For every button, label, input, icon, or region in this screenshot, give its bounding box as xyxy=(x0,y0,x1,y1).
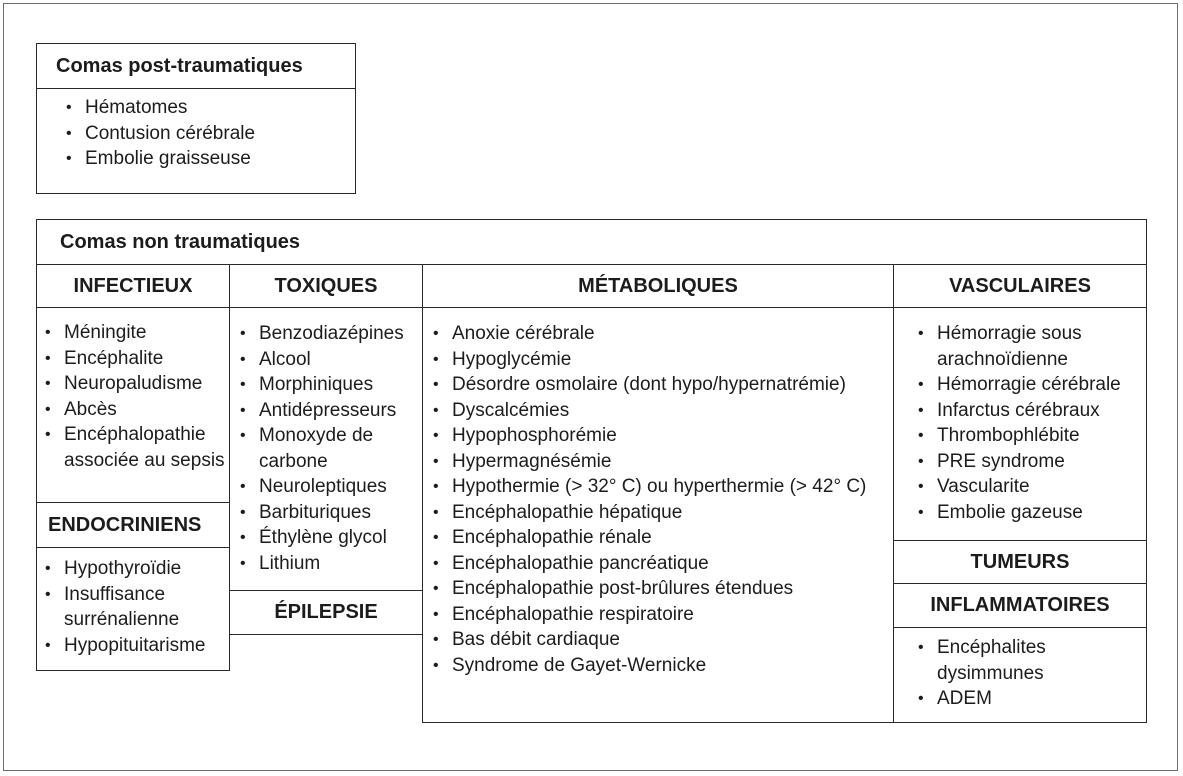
list-item: • Hypothyroïdie xyxy=(37,556,227,582)
list-item: • Dyscalcémies xyxy=(425,398,891,424)
list-item: • Hypermagnésémie xyxy=(425,449,891,475)
list-item: • Encéphalite xyxy=(37,346,227,372)
list-item: • Encéphalopathie pancréatique xyxy=(425,551,891,577)
inflammatoires-list xyxy=(910,635,1144,712)
list-item: • Lithium xyxy=(232,551,420,577)
list-item: • Anoxie cérébrale xyxy=(425,321,891,347)
infectieux-header: INFECTIEUX xyxy=(37,265,229,308)
metaboliques-list xyxy=(425,321,891,678)
list-item: • Infarctus cérébraux xyxy=(910,398,1144,424)
list-item: • Encéphalopathie hépatique xyxy=(425,500,891,526)
list-item: • Encéphalopathie associée au sepsis xyxy=(37,422,227,473)
list-item: • Hémorragie sous arachnoïdienne xyxy=(910,321,1144,372)
inflammatoires-header: INFLAMMATOIRES xyxy=(894,584,1146,628)
vasculaires-list xyxy=(910,321,1144,525)
vasculaires-header: VASCULAIRES xyxy=(894,265,1146,308)
list-item: • Morphiniques xyxy=(232,372,420,398)
tumeurs-header: TUMEURS xyxy=(894,540,1146,584)
non-traumatic-box xyxy=(36,219,1147,265)
list-item: • Hypophosphorémie xyxy=(425,423,891,449)
list-item: • PRE syndrome xyxy=(910,449,1144,475)
post-traumatic-list xyxy=(58,95,348,172)
list-item: • Neuropaludisme xyxy=(37,371,227,397)
list-item: • Barbituriques xyxy=(232,500,420,526)
list-item: • Alcool xyxy=(232,347,420,373)
list-item: • Embolie gazeuse xyxy=(910,500,1144,526)
metaboliques-header: MÉTABOLIQUES xyxy=(423,265,893,308)
non-traumatic-title: Comas non traumatiques xyxy=(60,230,301,253)
list-item: • Désordre osmolaire (dont hypo/hypernatrémie) xyxy=(425,372,891,398)
list-item: • Éthylène glycol xyxy=(232,525,420,551)
list-item: • Contusion cérébrale xyxy=(58,121,348,147)
list-item: • Syndrome de Gayet-Wernicke xyxy=(425,653,891,679)
list-item: • Hypoglycémie xyxy=(425,347,891,373)
list-item: • Encéphalites dysimmunes xyxy=(910,635,1144,686)
endocriniens-list xyxy=(37,556,227,658)
toxiques-column xyxy=(229,264,423,635)
list-item: • Hématomes xyxy=(58,95,348,121)
list-item: • Monoxyde de carbone xyxy=(232,423,420,474)
list-item: • Thrombophlébite xyxy=(910,423,1144,449)
list-item: • ADEM xyxy=(910,686,1144,712)
infectieux-column xyxy=(36,264,230,671)
epilepsie-header: ÉPILEPSIE xyxy=(230,590,422,634)
endocriniens-header: ENDOCRINIENS xyxy=(37,502,229,548)
list-item: • Hypopituitarisme xyxy=(37,633,227,659)
list-item: • Méningite xyxy=(37,320,227,346)
list-item: • Neuroleptiques xyxy=(232,474,420,500)
list-item: • Vascularite xyxy=(910,474,1144,500)
list-item: • Embolie graisseuse xyxy=(58,146,348,172)
metaboliques-column xyxy=(422,264,894,723)
list-item: • Benzodiazépines xyxy=(232,321,420,347)
infectieux-list xyxy=(37,320,227,473)
list-item: • Encéphalopathie rénale xyxy=(425,525,891,551)
list-item: • Hypothermie (> 32° C) ou hyperthermie (> 42° C) xyxy=(425,474,891,500)
list-item: • Insuffisance surrénalienne xyxy=(37,582,227,633)
list-item: • Bas débit cardiaque xyxy=(425,627,891,653)
toxiques-header: TOXIQUES xyxy=(230,265,422,308)
toxiques-list xyxy=(232,321,420,576)
post-traumatic-title: Comas post-traumatiques xyxy=(37,44,355,89)
post-traumatic-box xyxy=(36,43,356,194)
list-item: • Abcès xyxy=(37,397,227,423)
list-item: • Encéphalopathie respiratoire xyxy=(425,602,891,628)
vasculaires-column xyxy=(893,264,1147,723)
list-item: • Hémorragie cérébrale xyxy=(910,372,1144,398)
list-item: • Encéphalopathie post-brûlures étendues xyxy=(425,576,891,602)
list-item: • Antidépresseurs xyxy=(232,398,420,424)
